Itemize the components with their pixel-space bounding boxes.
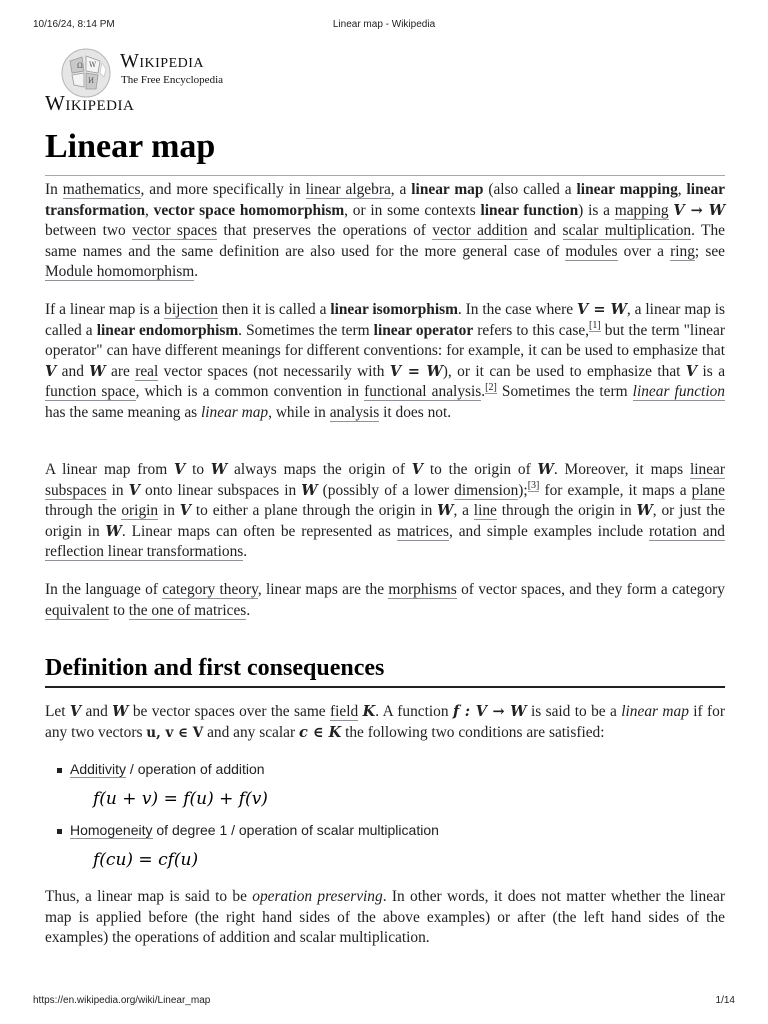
link-one-of-matrices[interactable]: the one of matrices (128, 601, 247, 619)
link-linear-function[interactable]: linear function (632, 383, 725, 400)
citation-2[interactable]: [2] (485, 381, 497, 393)
link-bijection[interactable]: bijection (164, 301, 218, 318)
list-item: Additivity / operation of addition (57, 761, 265, 777)
section-heading-definition: Definition and first consequences (45, 655, 385, 681)
link-mathematics[interactable]: mathematics (62, 181, 141, 198)
link-origin[interactable]: origin (121, 502, 159, 519)
link-function-space[interactable]: function space (45, 383, 136, 400)
link-mapping[interactable]: mapping (614, 201, 669, 219)
operation-preserving-paragraph: Thus, a linear map is said to be operation preserving. In other words, it does not matter whether the linear map is applied before (the right hand sides of the above examples) or after (the left hand sides of the examples) the operations of addition and scalar multiplication. (45, 888, 725, 946)
logo-wordmark[interactable]: Wikipedia (120, 50, 205, 72)
link-equivalent[interactable]: equivalent (45, 601, 110, 619)
link-modules[interactable]: modules (565, 242, 618, 260)
print-page-title: Linear map - Wikipedia (332, 19, 436, 30)
link-module-homomorphism[interactable]: Module homomorphism (45, 263, 195, 280)
title-divider (45, 175, 725, 176)
link-scalar-multiplication[interactable]: scalar multiplication (562, 222, 692, 239)
intro-paragraph-2: If a linear map is a bijection then it is called a linear isomorphism. In the case where V = W, a linear map is called a linear endomorphism. Sometimes the term linear operator refers to this case,[1] but the term "linear operator" can have different meanings for different conventions: for example, it can be used to emphasize that V and W are real vector spaces (not necessarily with V = W), or it can be used to emphasize that V is a function space, which is a common convention in functional analysis.[2] Sometimes the term linear function has the same meaning as linear map, while in analysis it does not. (45, 301, 726, 421)
page-title: Linear map (45, 128, 216, 165)
link-additivity[interactable]: Additivity (70, 761, 127, 777)
intro-paragraph-4: In the language of category theory, linear maps are the morphisms of vector spaces, and they form a category equivalent to the one of matrices. (45, 581, 725, 619)
citation-3[interactable]: [3] (527, 480, 540, 492)
site-name[interactable]: Wikipedia (45, 91, 135, 115)
citation-1[interactable]: [1] (589, 320, 601, 332)
logo-tagline: The Free Encyclopedia (121, 74, 224, 86)
print-page-number: 1/14 (715, 995, 735, 1006)
link-line[interactable]: line (473, 502, 497, 519)
link-field[interactable]: field (330, 703, 359, 720)
link-vector-spaces[interactable]: vector spaces (132, 222, 218, 239)
link-analysis[interactable]: analysis (329, 403, 380, 421)
link-dimension[interactable]: dimension (454, 481, 519, 499)
section-divider (45, 686, 725, 688)
formula-additivity: f(u + v) = f(u) + f(v) (93, 789, 268, 809)
bullet-icon (57, 768, 62, 773)
link-linear-algebra[interactable]: linear algebra (305, 181, 391, 198)
link-category-theory[interactable]: category theory (162, 581, 258, 598)
formula-homogeneity: f(cu) = cf(u) (93, 850, 199, 870)
link-real[interactable]: real (135, 362, 159, 380)
math-v-to-w: V → W (673, 201, 726, 219)
print-datetime: 10/16/24, 8:14 PM (33, 19, 115, 30)
definition-paragraph: Let V and W be vector spaces over the same field K. A function f : V → W is said to be a linear map if for any two vectors u, v ∈ V and any scalar c ∈ K the following two conditions are satisfied: (45, 703, 725, 741)
link-ring[interactable]: ring (670, 242, 695, 260)
link-functional-analysis[interactable]: functional analysis (364, 383, 482, 400)
link-linear-subspaces[interactable]: linear subspaces (45, 461, 725, 499)
link-plane[interactable]: plane (691, 481, 725, 499)
intro-paragraph-3: A linear map from V to W always maps the origin of V to the origin of W. Moreover, it maps linear subspaces in V onto linear subspaces in W (possibly of a lower dimension);[3] for example, it maps a plane through the origin in V to either a plane through the origin in W, a line through the origin in W, or just the origin in W. Linear maps can often be represented as matrices, and simple examples include rotation and reflection linear transformations. (45, 461, 725, 560)
intro-paragraph-1: In mathematics, and more specifically in linear algebra, a linear map (also called a linear mapping, linear transformation, vector space homomorphism, or in some contexts linear function) is a mapping V → W between two vector spaces that preserves the operations of vector addition and scalar multiplication. The same names and the same definition are also used for the more general case of modules over a ring; see Module homomorphism. (45, 181, 726, 280)
svg-text:Ω: Ω (77, 62, 83, 70)
link-rotation-reflection[interactable]: rotation and reflection linear transformations (45, 522, 725, 560)
bullet-icon (57, 829, 62, 834)
svg-text:И: И (88, 77, 95, 85)
link-vector-addition[interactable]: vector addition (432, 222, 528, 239)
svg-text:W: W (89, 61, 97, 69)
link-matrices[interactable]: matrices (396, 522, 449, 540)
print-url: https://en.wikipedia.org/wiki/Linear_map (33, 995, 211, 1006)
list-item: Homogeneity of degree 1 / operation of scalar multiplication (57, 822, 439, 838)
link-homogeneity[interactable]: Homogeneity (70, 822, 153, 838)
link-morphisms[interactable]: morphisms (388, 581, 457, 598)
